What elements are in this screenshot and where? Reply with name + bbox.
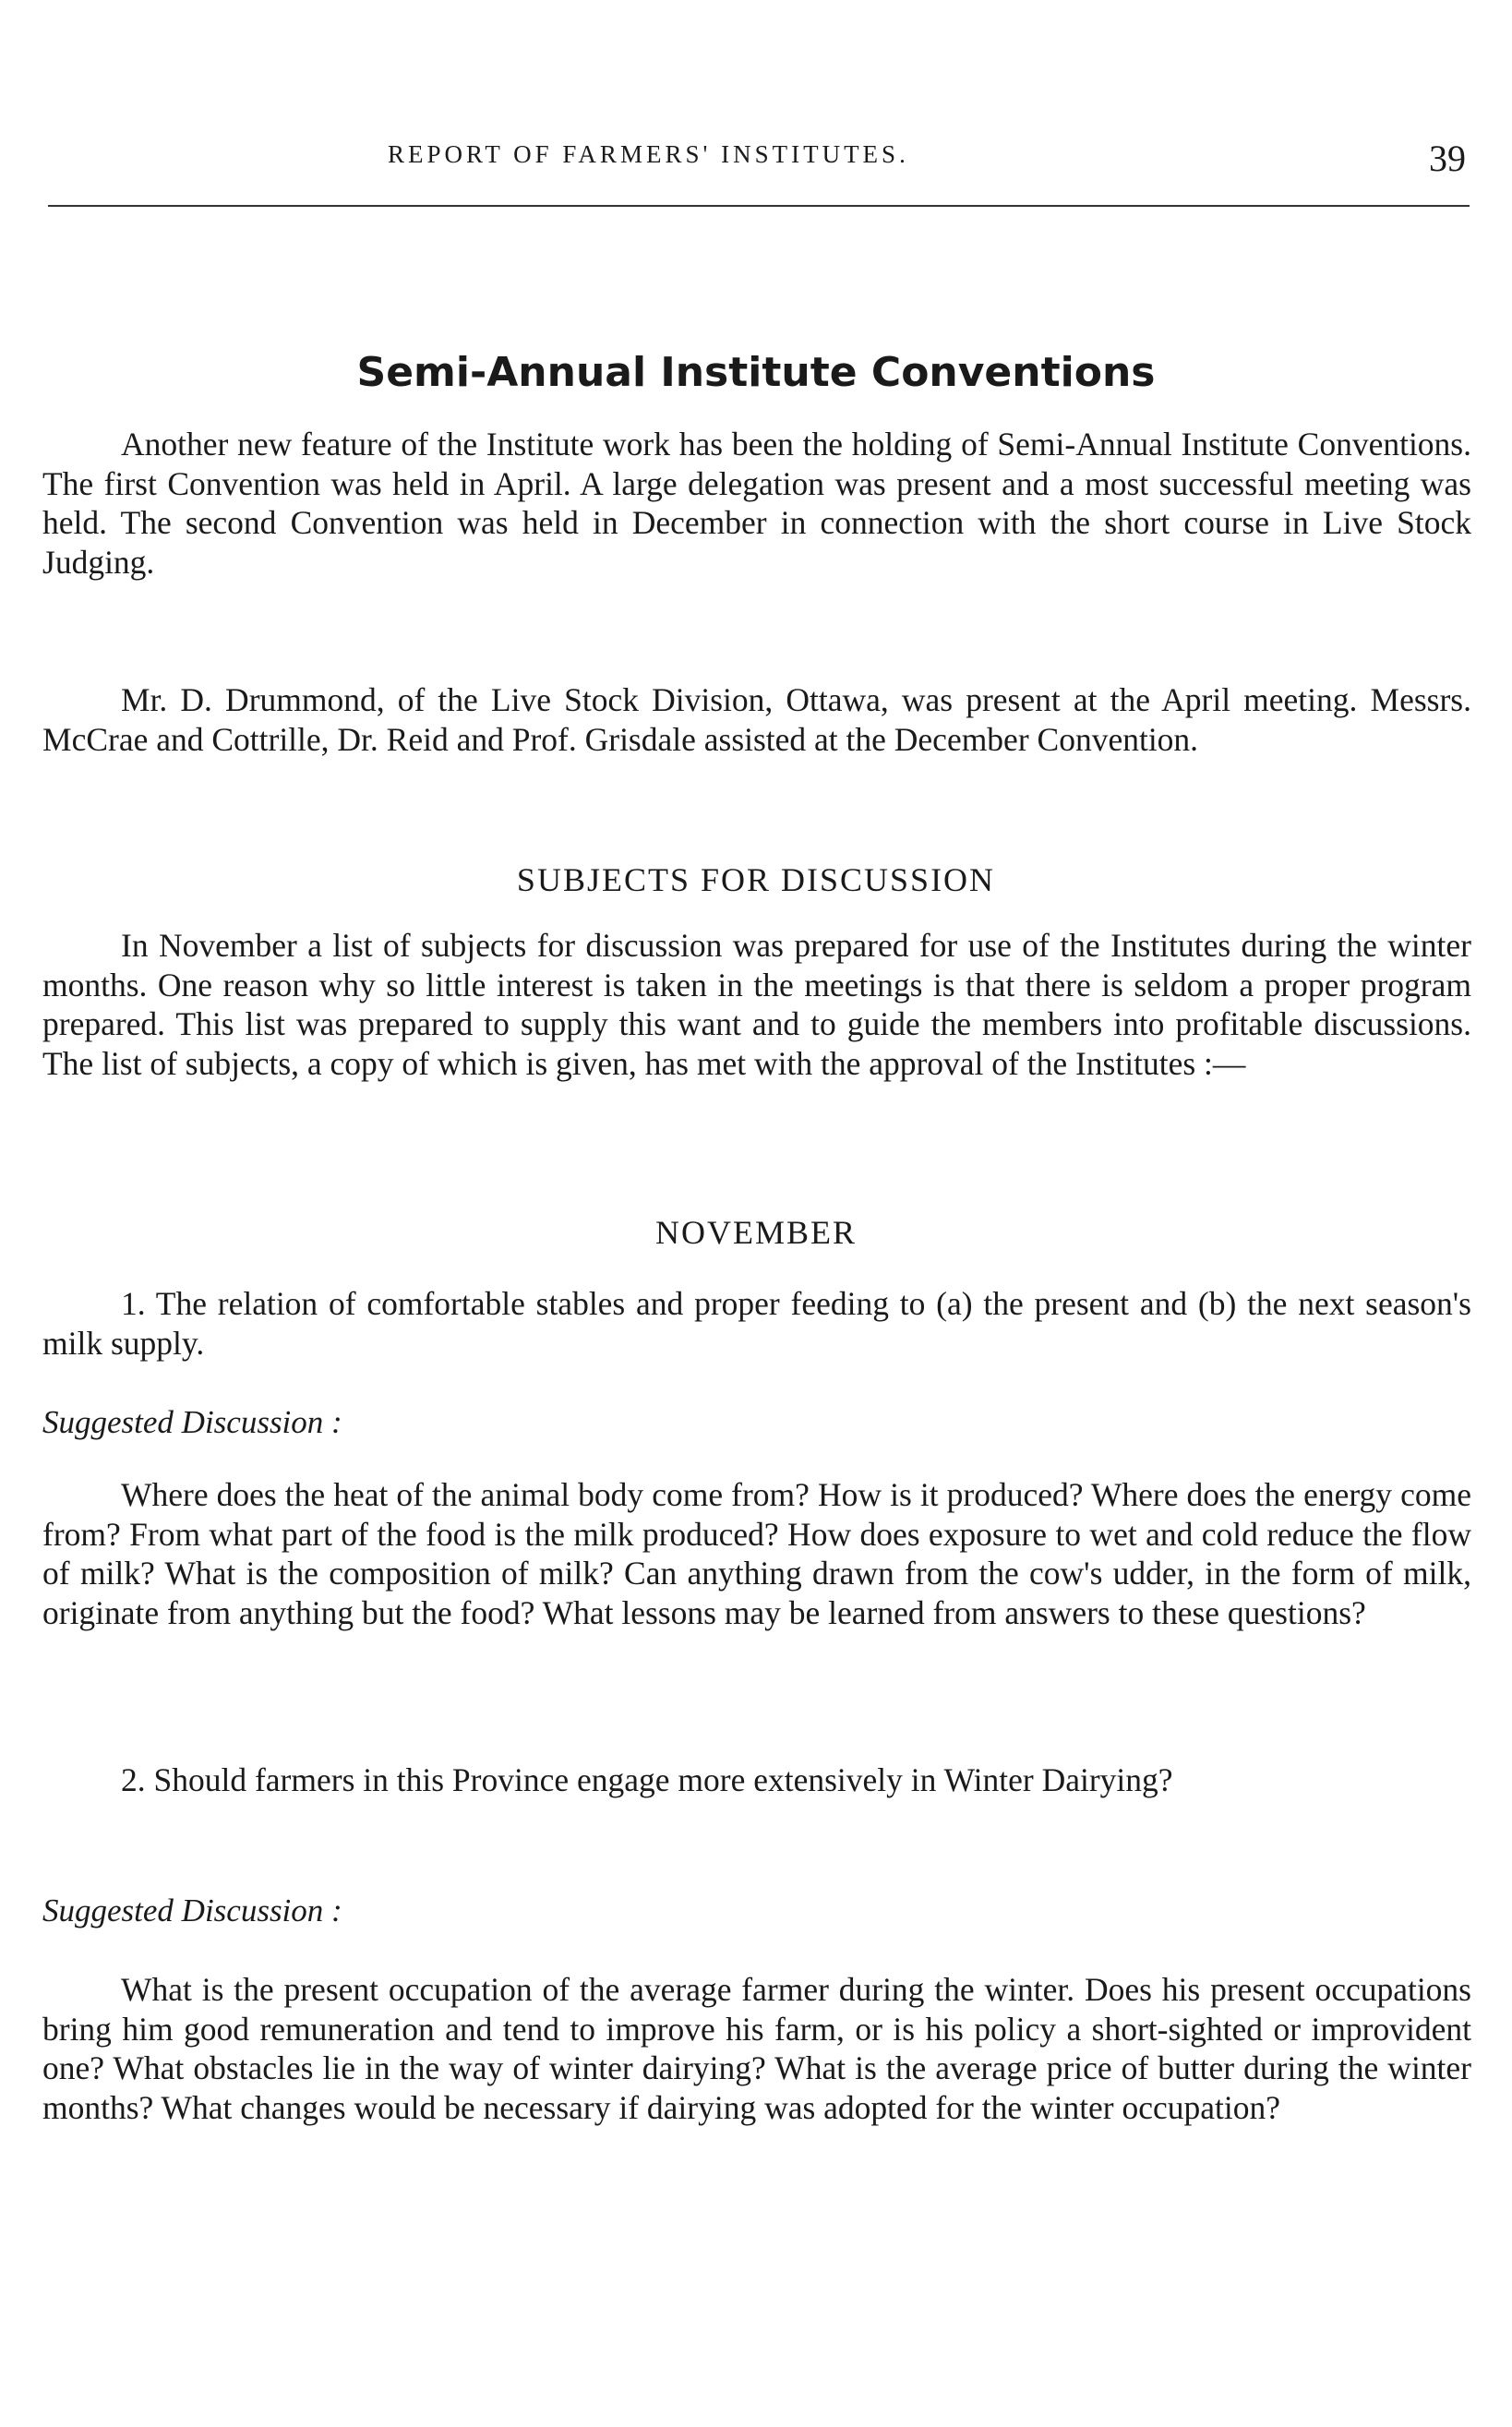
paragraph-speakers: Mr. D. Drummond, of the Live Stock Division, Ottawa, was present at the April meeting. Messrs. McCrae and Cottrille, Dr. Reid and Prof. Grisdale assisted at the December Convention. (42, 681, 1471, 758)
section-heading-subjects: SUBJECTS FOR DISCUSSION (516, 861, 996, 898)
suggested-discussion-label-1: Suggested Discussion : (42, 1404, 342, 1440)
page-number: 39 (1429, 138, 1466, 179)
article-title: Semi-Annual Institute Conventions (356, 349, 1156, 396)
paragraph-subjects-intro: In November a list of subjects for discussion was prepared for use of the Institutes during the winter months. One reason why so little interest is taken in the meetings is that there is seldom a proper program prepared. This list was prepared to supply this want and to guide the members into profitable discussions. The list of subjects, a copy of which is given, has met with the approval of the Institutes :— (42, 927, 1471, 1082)
discussion-2: What is the present occupation of the average farmer during the winter. Does his present occupations bring him good remuneration and tend to improve his farm, or is his policy a short-sighted or improvident one? What obstacles lie in the way of winter dairying? What is the average price of butter during the winter months? What changes would be necessary if dairying was adopted for the winter occupation? (42, 1971, 1471, 2126)
discussion-1: Where does the heat of the animal body come from? How is it produced? Where does the energy come from? From what part of the food is the milk produced? How does exposure to wet and cold reduce the flow of milk? What is the composition of milk? Can anything drawn from the cow's udder, in the form of milk, originate from anything but the food? What lessons may be learned from answers to these questions? (42, 1476, 1471, 1631)
section-heading-november: NOVEMBER (654, 1214, 857, 1251)
question-2: 2. Should farmers in this Province engage more extensively in Winter Dairying? (121, 1761, 1173, 1798)
suggested-discussion-label-2: Suggested Discussion : (42, 1892, 342, 1928)
paragraph-conventions: Another new feature of the Institute work has been the holding of Semi-Annual Institute Conventions. The first Convention was held in April. A large delegation was present and a most successful meeting was held. The second Convention was held in December in connection with the short course in Live Stock Judging. (42, 426, 1471, 581)
question-1: 1. The relation of comfortable stables and proper feeding to (a) the present and (b) the next season's milk supply. (42, 1285, 1471, 1362)
running-header-title: REPORT OF FARMERS' INSTITUTES. (388, 140, 909, 168)
header-rule (48, 205, 1470, 207)
